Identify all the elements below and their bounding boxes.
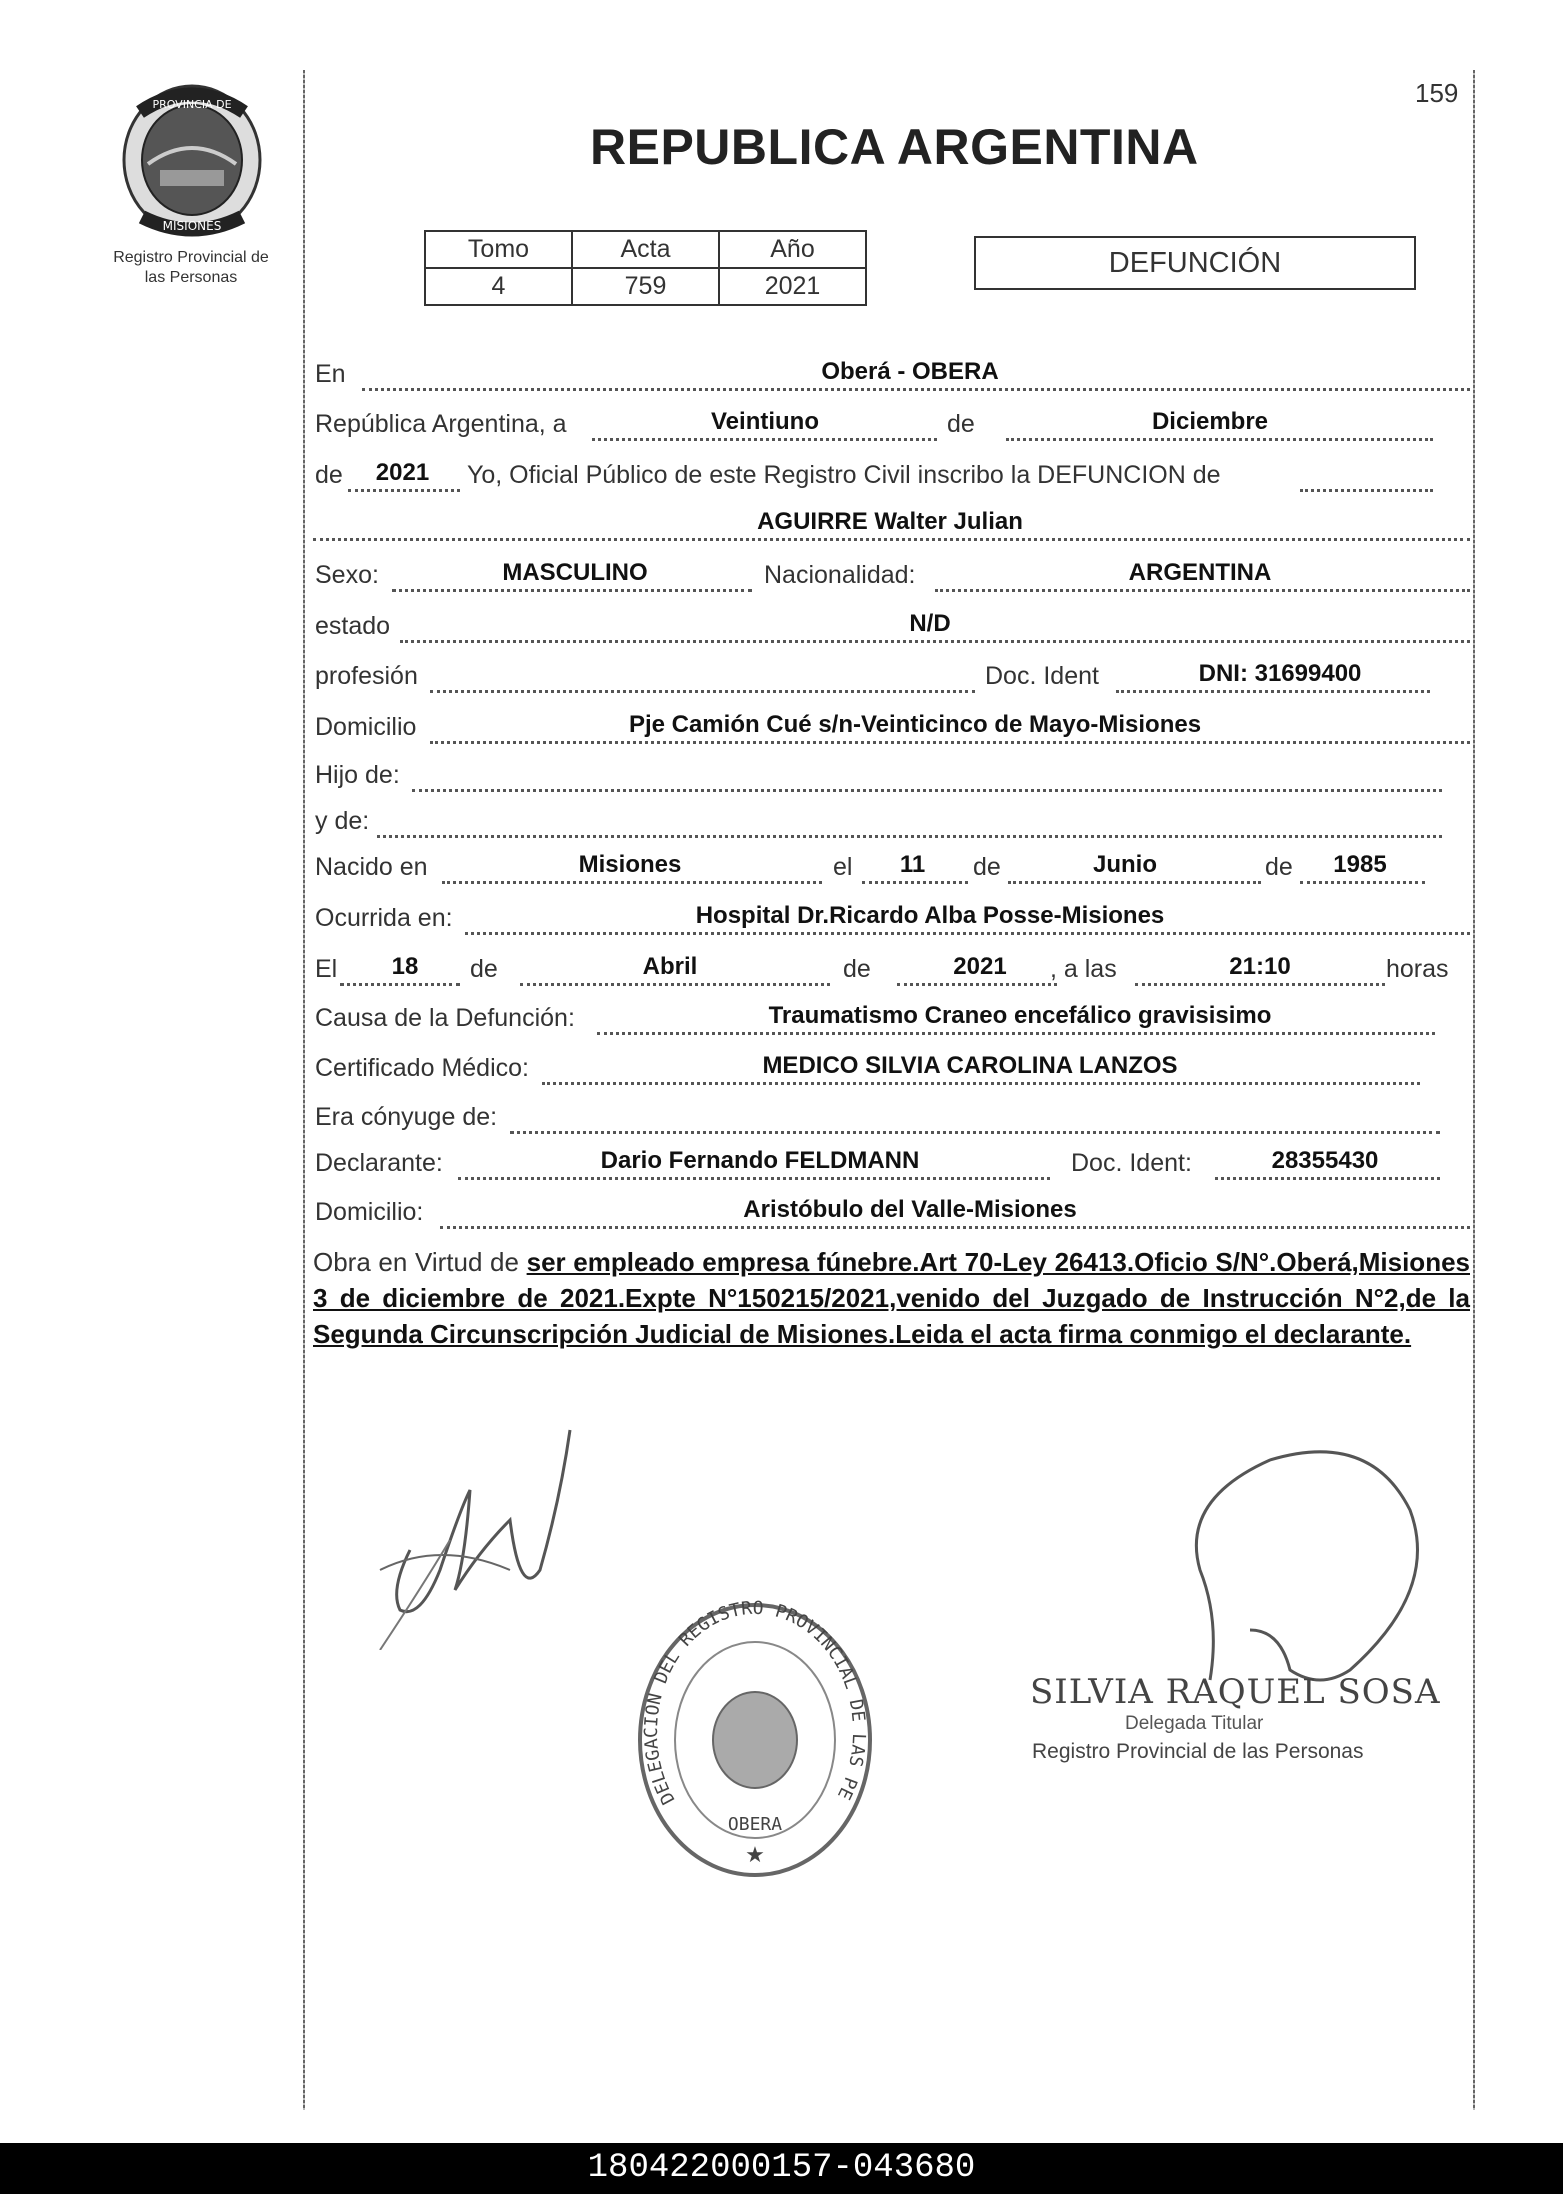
- province-logo: [120, 82, 265, 237]
- dots-ocurrida: [465, 932, 1470, 935]
- officer-role: Delegada Titular: [1125, 1713, 1264, 1734]
- table-value-tomo: 4: [425, 268, 572, 305]
- dots-hora: [1135, 983, 1385, 986]
- dots-sexo: [392, 589, 752, 592]
- label-de4: de: [843, 955, 871, 983]
- dots-nacido-en: [442, 881, 822, 884]
- value-estado: N/D: [909, 610, 951, 637]
- obra-paragraph: [313, 1244, 1470, 1352]
- value-lugar: Oberá - OBERA: [821, 358, 999, 385]
- dots-hijo-de: [412, 789, 1442, 792]
- dots-domicilio: [430, 741, 1470, 744]
- dots-nombre: [313, 538, 1470, 541]
- label-doc-ident2: Doc. Ident:: [1071, 1149, 1192, 1177]
- seal-city-text: OBERA: [727, 1814, 783, 1835]
- dots-nac-dia: [862, 881, 968, 884]
- label-nacido-en: Nacido en: [315, 853, 428, 881]
- dots-dia: [592, 438, 937, 441]
- officer-office: Registro Provincial de las Personas: [1032, 1740, 1364, 1763]
- label-de-mes: de: [973, 853, 1001, 881]
- label-de: de: [947, 410, 975, 438]
- value-def-dia: 18: [391, 953, 419, 980]
- dots-def-anio: [897, 983, 1057, 986]
- obra-lead: Obra en Virtud de: [313, 1247, 519, 1277]
- value-sexo: MASCULINO: [502, 559, 648, 586]
- label-yo: Yo, Oficial Público de este Registro Civil inscribo la DEFUNCION de: [467, 461, 1221, 489]
- table-header-anio: Año: [719, 231, 866, 268]
- value-def-mes: Abril: [642, 953, 698, 980]
- dots-profesion: [430, 690, 975, 693]
- logo-arc-text: PROVINCIA DE: [152, 98, 232, 111]
- left-margin-line: [303, 70, 305, 2110]
- label-republica: República Argentina, a: [315, 410, 567, 438]
- label-el: el: [833, 853, 853, 881]
- dots-doc: [1116, 690, 1430, 693]
- officer-signature: [1120, 1430, 1450, 1690]
- value-nacionalidad: ARGENTINA: [1128, 559, 1272, 586]
- table-header-tomo: Tomo: [425, 231, 572, 268]
- dots-nacionalidad: [935, 589, 1470, 592]
- value-nacido-en: Misiones: [578, 851, 682, 878]
- obra-text: ser empleado empresa fúnebre.Art 70-Ley 26413.Oficio S/N°.Oberá,Misiones 3 de diciembre de 2021.Expte N°150215/2021,venido del Juzgado de Instrucción N°2,de la Segunda Circunscripción Judicial de Misiones.Leida el acta firma conmigo el declarante.: [313, 1247, 1470, 1349]
- label-de2: de: [315, 461, 343, 489]
- registry-caption: [86, 248, 296, 288]
- value-nombre: AGUIRRE Walter Julian: [757, 508, 1023, 535]
- label-doc-ident: Doc. Ident: [985, 662, 1099, 690]
- officer-name: SILVIA RAQUEL SOSA: [1030, 1672, 1441, 1712]
- dots-causa: [597, 1032, 1435, 1035]
- value-hora: 21:10: [1229, 953, 1291, 980]
- label-el2: El: [315, 955, 338, 983]
- value-declarante-domicilio: Aristóbulo del Valle-Misiones: [743, 1196, 1077, 1223]
- label-de-anio: de: [1265, 853, 1293, 881]
- dots-nac-anio: [1300, 881, 1425, 884]
- label-declarante: Declarante:: [315, 1149, 443, 1177]
- table-value-anio: 2021: [719, 268, 866, 305]
- dots-def-mes: [520, 983, 830, 986]
- label-profesion: profesión: [315, 662, 418, 690]
- label-domicilio2: Domicilio:: [315, 1198, 424, 1226]
- label-domicilio: Domicilio: [315, 713, 417, 741]
- dots-y-de: [377, 835, 1442, 838]
- table-header-acta: Acta: [572, 231, 719, 268]
- value-causa: Traumatismo Craneo encefálico gravisisimo: [768, 1002, 1272, 1029]
- value-ocurrida: Hospital Dr.Ricardo Alba Posse-Misiones: [695, 902, 1165, 929]
- label-horas: horas: [1386, 955, 1449, 983]
- label-conyuge: Era cónyuge de:: [315, 1103, 498, 1131]
- value-nac-anio: 1985: [1333, 851, 1387, 878]
- label-a-las: , a las: [1050, 955, 1117, 983]
- value-domicilio: Pje Camión Cué s/n-Veinticinco de Mayo-Misiones: [628, 711, 1202, 738]
- value-declarante-doc: 28355430: [1271, 1147, 1379, 1174]
- label-y-de: y de:: [315, 807, 370, 835]
- official-seal: [635, 1600, 875, 1880]
- seal-ring-text: DELEGACION DEL REGISTRO PROVINCIAL DE LAS PE: [640, 1600, 870, 1808]
- logo-bottom-text: MISIONES: [162, 219, 222, 233]
- dots-declarante: [458, 1177, 1050, 1180]
- dots-certificado: [542, 1082, 1420, 1085]
- value-anio: 2021: [375, 459, 430, 486]
- value-nac-dia: 11: [899, 851, 926, 878]
- dots-defuncion-de: [1300, 489, 1433, 492]
- label-ocurrida: Ocurrida en:: [315, 904, 453, 932]
- registry-caption-line-1: Registro Provincial de: [113, 249, 269, 266]
- dots-lugar: [362, 388, 1470, 391]
- value-declarante: Dario Fernando FELDMANN: [600, 1147, 920, 1174]
- label-de3: de: [470, 955, 498, 983]
- page-title: REPUBLICA ARGENTINA: [590, 119, 1199, 175]
- dots-anio: [348, 489, 460, 492]
- dots-mes: [1006, 438, 1433, 441]
- document-id-bar: 180422000157-043680: [0, 2143, 1563, 2194]
- right-margin-line: [1473, 70, 1475, 2110]
- dots-declarante-doc: [1215, 1177, 1440, 1180]
- label-estado: estado: [315, 612, 391, 640]
- label-certificado: Certificado Médico:: [315, 1054, 529, 1082]
- dots-conyuge: [510, 1131, 1440, 1134]
- registry-caption-line-2: las Personas: [144, 269, 238, 286]
- document-type-box: DEFUNCIÓN: [974, 236, 1416, 290]
- label-causa: Causa de la Defunción:: [315, 1004, 575, 1032]
- value-nac-mes: Junio: [1093, 851, 1157, 878]
- value-certificado: MEDICO SILVIA CAROLINA LANZOS: [762, 1052, 1178, 1079]
- value-doc: DNI: 31699400: [1198, 660, 1362, 687]
- value-dia: Veintiuno: [711, 408, 819, 435]
- label-en: En: [315, 360, 346, 388]
- dots-declarante-domicilio: [440, 1226, 1470, 1229]
- value-def-anio: 2021: [953, 953, 1007, 980]
- label-nacionalidad: Nacionalidad:: [764, 561, 916, 589]
- table-value-acta: 759: [572, 268, 719, 305]
- record-table: [424, 230, 867, 306]
- value-mes: Diciembre: [1151, 408, 1269, 435]
- label-sexo: Sexo:: [315, 561, 379, 589]
- dots-estado: [400, 640, 1470, 643]
- dots-def-dia: [340, 983, 460, 986]
- svg-text:★: ★: [745, 1842, 765, 1867]
- dots-nac-mes: [1008, 881, 1261, 884]
- declarant-signature: [360, 1420, 590, 1650]
- label-hijo-de: Hijo de:: [315, 761, 400, 789]
- page-number: 159: [1415, 78, 1459, 108]
